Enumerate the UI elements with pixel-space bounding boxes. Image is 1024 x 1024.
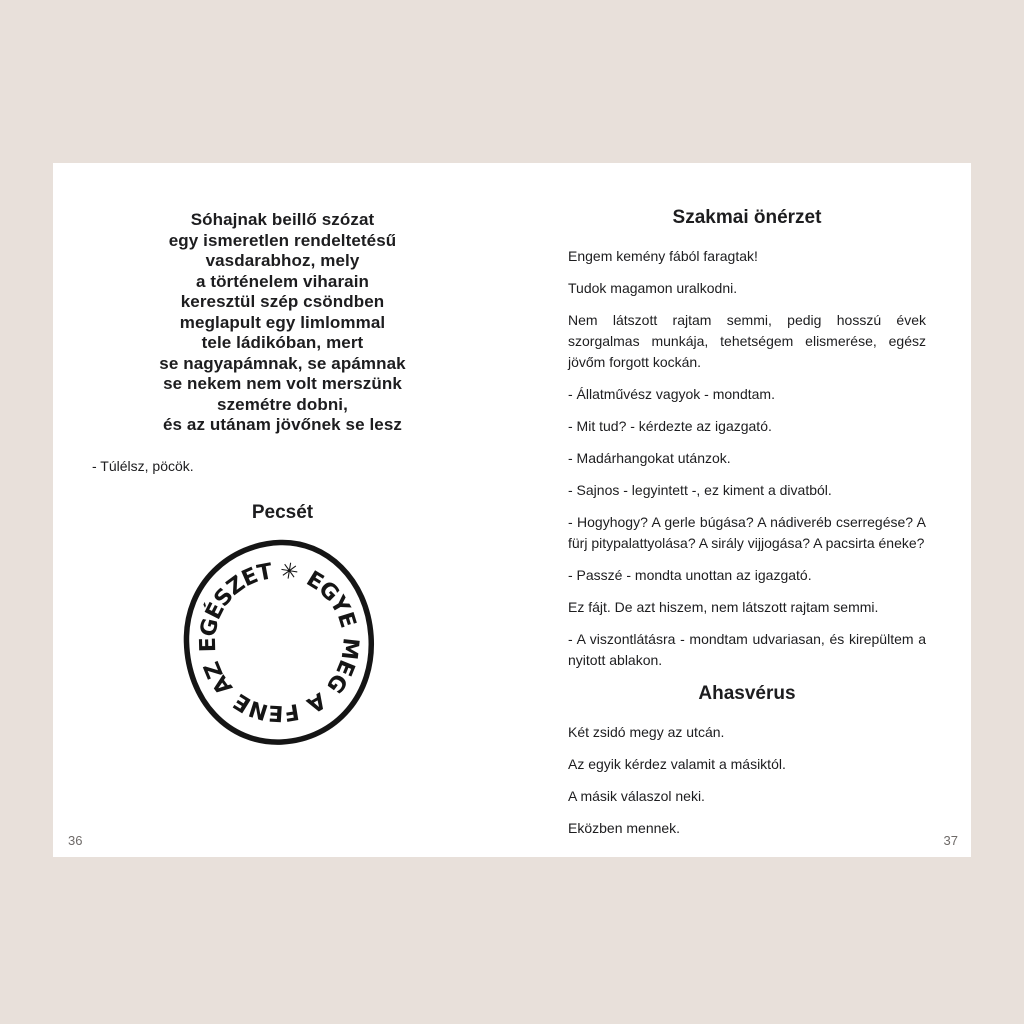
section-heading-szakmai-onerzet: Szakmai önérzet — [672, 207, 822, 228]
section-heading-ahasverus: Ahasvérus — [698, 683, 796, 704]
section-heading-pecset: Pecsét — [251, 501, 314, 523]
stamp-illustration — [174, 532, 384, 752]
stamp-svg — [174, 532, 384, 752]
paragraph: Ez fájt. De azt hiszem, nem látszott rajtam semmi. — [568, 599, 879, 615]
paragraph: A másik válaszol neki. — [568, 788, 705, 804]
poem — [53, 210, 512, 436]
paragraph: Két zsidó megy az utcán. — [568, 724, 725, 740]
paragraph: Eközben mennek. — [568, 820, 681, 836]
paragraph: - Madárhangokat utánzok. — [568, 450, 731, 466]
paragraph: Az egyik kérdez valamit a másiktól. — [568, 756, 786, 772]
book-spread — [53, 163, 971, 857]
page-number-left: 36 — [68, 833, 83, 848]
poem-line: keresztül szép csöndben — [180, 292, 385, 311]
paragraph: Engem kemény fából faragtak! — [568, 248, 758, 264]
paragraph: - A viszontlátásra - mondtam udvariasan, és kirepültem a nyitott ablakon. — [568, 631, 926, 668]
page-right — [512, 163, 971, 857]
paragraph: Tudok magamon uralkodni. — [568, 280, 738, 296]
stamp-text: ✳ EGYE MEG A FENE AZ EGÉSZET — [195, 557, 363, 725]
poem-line: tele ládikóban, mert — [201, 333, 364, 352]
svg-text:✳ EGYE MEG A FENE AZ EGÉSZET — [196, 558, 363, 725]
poem-line: se nagyapámnak, se apámnak — [159, 353, 406, 373]
poem-line: egy ismeretlen rendeltetésű — [168, 230, 397, 250]
paragraph: - Sajnos - legyintett -, ez kiment a divatból. — [568, 482, 832, 498]
page-right-content — [512, 163, 971, 839]
poem-line: szemétre dobni, — [217, 394, 348, 414]
page-number-right: 37 — [943, 833, 958, 848]
paragraph: - Hogyhogy? A gerle búgása? A nádiveréb cserregése? A fürj pitypalattyolása? A sirály vijjogása? A pacsirta éneke? — [568, 514, 926, 551]
poem-line: Sóhajnak beillő szózat — [190, 210, 375, 229]
poem-attribution: - Túlélsz, pöcök. — [92, 457, 194, 474]
paragraph: - Passzé - mondta unottan az igazgató. — [568, 567, 812, 583]
paragraph: - Mit tud? - kérdezte az igazgató. — [568, 418, 772, 434]
poem-line: vasdarabhoz, mely — [205, 251, 360, 270]
paragraph: Nem látszott rajtam semmi, pedig hosszú évek szorgalmas munkája, tehetségem elismerése, egész jövőm forgott kockán. — [568, 312, 926, 370]
poem-line: a történelem viharain — [195, 271, 370, 291]
poem-line: és az utánam jövőnek se lesz — [162, 415, 402, 434]
poem-line: meglapult egy limlommal — [179, 312, 386, 332]
poem-line: se nekem nem volt merszünk — [163, 374, 402, 393]
page-left — [53, 163, 512, 857]
paragraph: - Állatművész vagyok - mondtam. — [568, 386, 775, 402]
